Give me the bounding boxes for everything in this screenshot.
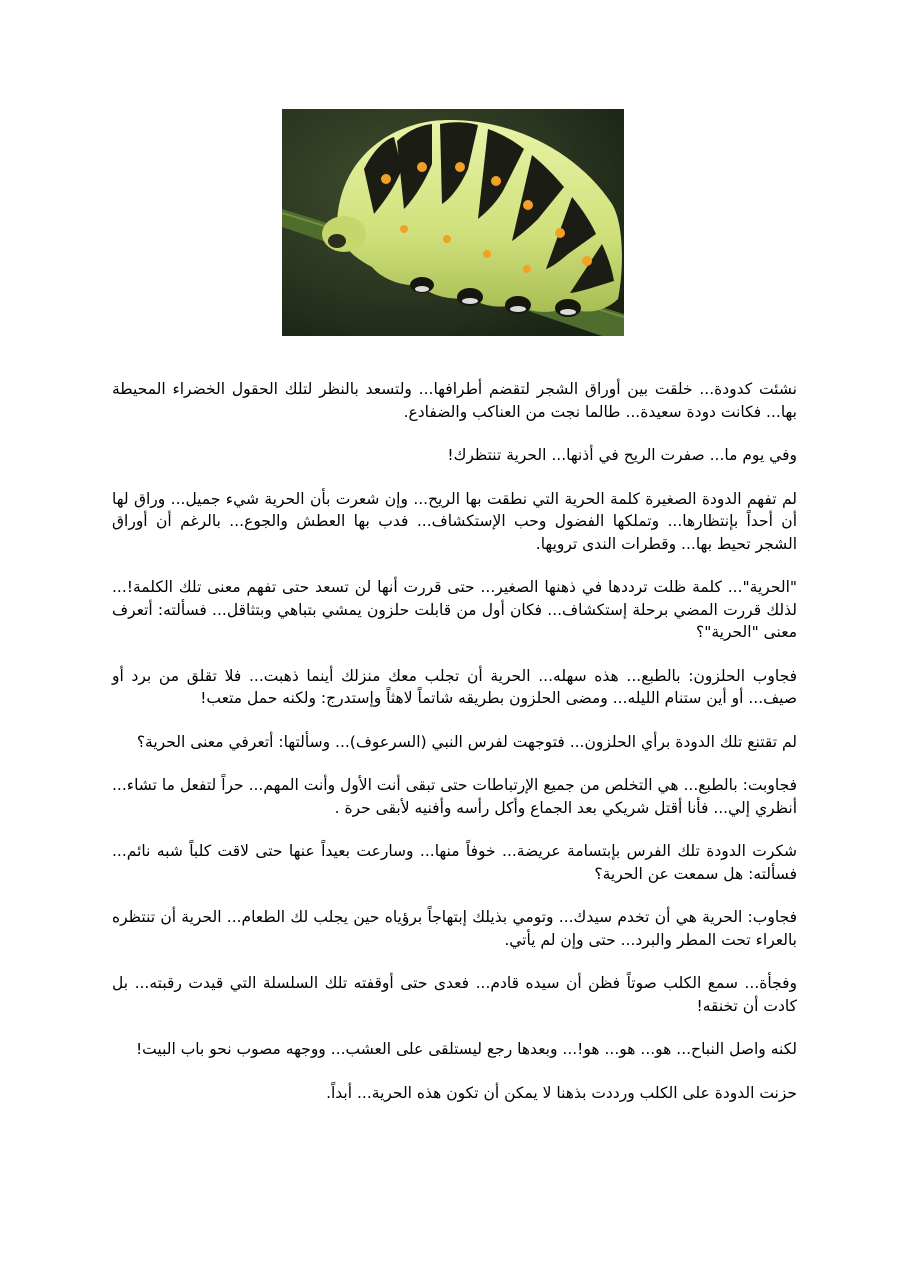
caterpillar-illustration <box>282 109 624 336</box>
paragraph-7: فجاوبت: بالطبع... هي التخلص من جميع الإرتباطات حتى تبقى أنت الأول وأنت المهم... حراً لتفعل ما تشاء... أنظري إلي... فأنا أقتل شريكي بعد الجماع وأكل رأسه وأفنيه لأبقى حرة . <box>112 776 797 817</box>
paragraph-9: فجاوب: الحرية هي أن تخدم سيدك... وتومي بذيلك إبتهاجاً برؤياه حين يجلب لك الطعام... الحرية أن تنتظره بالعراء تحت المطر والبرد... حتى وإن لم يأتي. <box>112 908 797 949</box>
story-text <box>112 378 797 1125</box>
caterpillar-image <box>282 109 624 336</box>
paragraph-11: لكنه واصل النباح... هو... هو... هو!... وبعدها رجع ليستلقى على العشب... ووجهه مصوب نحو باب البيت! <box>135 1040 797 1058</box>
paragraph-12: حزنت الدودة على الكلب ورددت بذهنا لا يمكن أن تكون هذه الحرية... أبداً. <box>326 1083 797 1102</box>
paragraph-5: فجاوب الحلزون: بالطبع... هذه سهله... الحرية أن تجلب معك منزلك أينما ذهبت... فلا تقلق من برد أو صيف... أو أين ستنام الليله... ومضى الحلزون بطريقه شاتماً لاهثاً وإستدرج: ولكنه حمل متعب! <box>112 666 797 707</box>
paragraph-3: لم تفهم الدودة الصغيرة كلمة الحرية التي نطقت بها الريح... وإن شعرت بأن الحرية شيء جميل... وراق لها أن أحداً بإنتظارها... وتملكها الفضول وحب الإستكشاف... فدب بها العطش والجوع... بالرغم أن أوراق الشجر تحيط بها... وقطرات الندى ترويها. <box>112 489 797 553</box>
paragraph-8: شكرت الدودة تلك الفرس بإبتسامة عريضة... خوفاً منها... وسارعت بعيداً عنها حتى لاقت كلباً شبه نائم... فسألته: هل سمعت عن الحرية؟ <box>112 842 797 883</box>
paragraph-1: نشئت كدودة... خلقت بين أوراق الشجر لتقضم أطرافها... ولتسعد بالنظر لتلك الحقول الخضراء المحيطة بها... فكانت دودة سعيدة... طالما نجت من العناكب والضفادع. <box>112 380 797 421</box>
paragraph-2: وفي يوم ما... صفرت الريح في أذنها... الحرية تنتظرك! <box>447 446 797 464</box>
paragraph-6: لم تقتنع تلك الدودة برأي الحلزون... فتوجهت لفرس النبي (السرعوف)... وسألتها: أتعرفي معنى الحرية؟ <box>136 732 797 751</box>
paragraph-10: وفجأة... سمع الكلب صوتاً فظن أن سيده قادم... فعدى حتى أوقفته تلك السلسلة التي قيدت رقبته... بل كادت أن تخنقه! <box>112 974 797 1015</box>
paragraph-4: "الحرية"... كلمة ظلت ترددها في ذهنها الصغير... حتى قررت أنها لن تسعد حتى تفهم معنى تلك الكلمة!... لذلك قررت المضي برحلة إستكشاف... فكان أول من قابلت حلزون يمشي بتباهي وبتثاقل... فسألته: أتعرف معنى "الحرية"؟ <box>112 578 797 641</box>
